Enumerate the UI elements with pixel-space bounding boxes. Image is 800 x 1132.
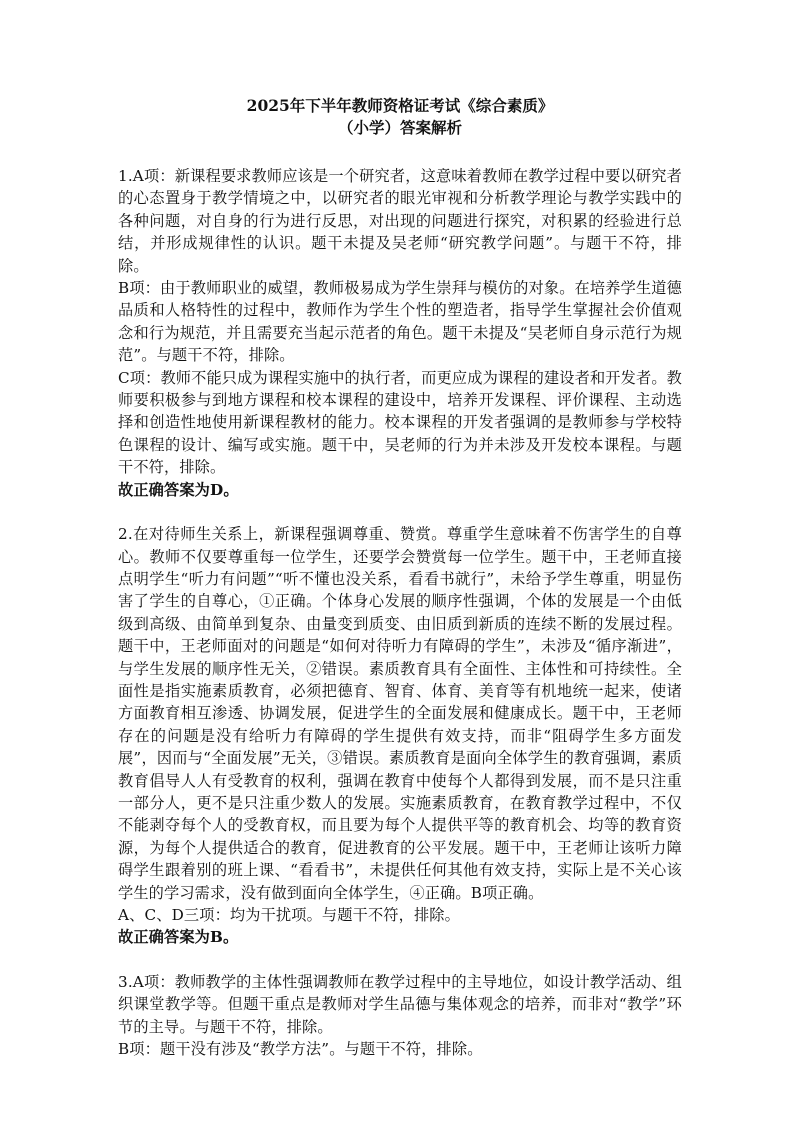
question-3-section	[118, 971, 682, 1061]
section-divider-space	[118, 501, 682, 523]
section-divider-space	[118, 949, 682, 971]
q1-option-a-explanation: 1.A项：新课程要求教师应该是一个研究者，这意味着教师在教学过程中要以研究者的心态置身于教学情境之中，以研究者的眼光审视和分析教学理论与教学实践中的各种问题，对自身的行为进行反思，对出现的问题进行探究，对积累的经验进行总结，并形成规律性的认识。题干未提及吴老师“研究教学问题”。与题干不符，排除。	[118, 167, 682, 275]
title-line-2: （小学）答案解析	[337, 118, 462, 137]
q1-answer: 故正确答案为D。	[118, 480, 239, 499]
title-line-1: 2025年下半年教师资格证考试《综合素质》	[246, 96, 554, 115]
q3-option-a-explanation: 3.A项：教师教学的主体性强调教师在教学过程中的主导地位，如设计教学活动、组织课堂教学等。但题干重点是教师对学生品德与集体观念的培养，而非对“教学”环节的主导。与题干不符，排除。	[118, 972, 682, 1036]
q2-answer: 故正确答案为B。	[118, 928, 239, 947]
q2-other-options: A、C、D三项：均为干扰项。与题干不符，排除。	[118, 906, 460, 924]
question-1-section	[118, 165, 682, 501]
q2-explanation: 2.在对待师生关系上，新课程强调尊重、赞赏。尊重学生意味着不伤害学生的自尊心。教师不仅要尊重每一位学生，还要学会赞赏每一位学生。题干中，王老师直接点明学生“听力有问题”“听不懂也没关系，看看书就行”，未给予学生尊重，明显伤害了学生的自尊心，①正确。个体身心发展的顺序性强调，个体的发展是一个由低级到高级、由简单到复杂、由量变到质变、由旧质到新质的连续不断的发展过程。题干中，王老师面对的问题是“如何对待听力有障碍的学生”，未涉及“循序渐进”，与学生发展的顺序性无关，②错误。素质教育具有全面性、主体性和可持续性。全面性是指实施素质教育，必须把德育、智育、体育、美育等有机地统一起来，使诸方面教育相互渗透、协调发展，促进学生的全面发展和健康成长。题干中，王老师存在的问题是没有给听力有障碍的学生提供有效支持，而非“阻碍学生多方面发展”，因而与“全面发展”无关，③错误。素质教育是面向全体学生的教育强调，素质教育倡导人人有受教育的权利，强调在教育中使每个人都得到发展，而不是只注重一部分人，更不是只注重少数人的发展。实施素质教育，在教育教学过程中，不仅不能剥夺每个人的受教育权，而且要为每个人提供平等的教育机会、均等的教育资源，为每个人提供适合的教育，促进教育的公平发展。题干中，王老师让该听力障碍学生跟着别的班上课、“看看书”，未提供任何其他有效支持，实际上是不关心该学生的学习需求，没有做到面向全体学生，④正确。B项正确。	[118, 525, 682, 902]
q3-option-b-explanation: B项：题干没有涉及“教学方法”。与题干不符，排除。	[118, 1040, 483, 1059]
document-title	[118, 95, 682, 139]
q1-option-c-explanation: C项：教师不能只成为课程实施中的执行者，而更应成为课程的建设者和开发者。教师要积极参与到地方课程和校本课程的建设中，培养开发课程、评价课程、主动选择和创造性地使用新课程教材的能力。校本课程的开发者强调的是教师参与学校特色课程的设计、编写或实施。题干中，吴老师的行为并未涉及开发校本课程。与题干不符，排除。	[118, 368, 682, 477]
question-2-section	[118, 523, 682, 949]
q1-option-b-explanation: B项：由于教师职业的威望，教师极易成为学生崇拜与模仿的对象。在培养学生道德品质和人格特性的过程中，教师作为学生个性的塑造者，指导学生掌握社会价值观念和行为规范，并且需要充当起示范者的角色。题干未提及“吴老师自身示范行为规范”。与题干不符，排除。	[118, 279, 682, 365]
